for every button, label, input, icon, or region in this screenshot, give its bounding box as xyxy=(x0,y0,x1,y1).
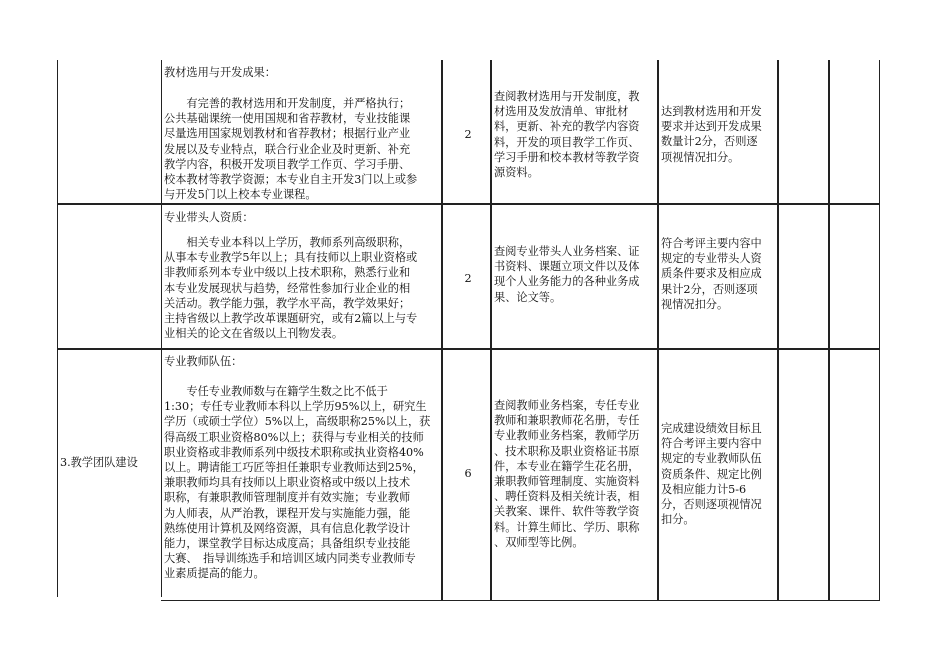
item-method: 查阅专业带头人业务档案、证 书资料、课题立项文件以及体 现个人业务能力的各种业务成 果、论文等。 xyxy=(494,245,640,304)
item-score: 2 xyxy=(464,272,472,285)
grid-line xyxy=(658,60,659,601)
category-label: 3.教学团队建设 xyxy=(60,456,138,469)
grid-line xyxy=(57,60,58,597)
item-standard: 专任专业教师数与在籍学生数之比不低于 1:30；专任专业教师本科以上学历95%以上，研究生 学历（或硕士学位）5%以上，高级职称25%以上，获 得高级工职业资格80%以上；获得与专业相关的技师 职业资格或非教师系列中级技术职称或执业资格40% 以上。聘请能工巧匠等担任兼职专业教师达到25%， 兼职教师均具有技师以上职业资格或中级以上技术 职称，有兼职教师管理制度并有效实施；专业教师 为人师表，从严治教，课程开发与实施能力强，能 熟练使用计算机及网络资源，具有信息化教学设计 能力，课堂教学目标达成度高；具备组织专业技能 大赛、 指导训练选手和培训区域内同类专业教师专 业素质提高的能力。 xyxy=(164,385,431,581)
item-heading: 教材选用与开发成果： xyxy=(164,66,276,79)
grid-line xyxy=(778,60,779,601)
item-criteria: 达到教材选用和开发 要求并达到开发成果 数量计2分，否则逐 项视情况扣分。 xyxy=(661,105,762,164)
item-score: 2 xyxy=(464,128,472,141)
grid-line xyxy=(491,60,492,601)
item-criteria: 完成建设绩效目标且 符合考评主要内容中 规定的专业教师队伍 资质条件、规定比例 及相应能力计5-6 分，否则逐项视情况 扣分。 xyxy=(661,422,762,527)
item-heading: 专业教师队伍： xyxy=(164,355,243,368)
grid-line xyxy=(161,600,880,601)
item-heading: 专业带头人资质： xyxy=(164,211,254,224)
item-method: 查阅教师业务档案，专任专业 教师和兼职教师花名册，专任 专业教师业务档案，教师学历 、技术职称及职业资格证书原 件，本专业在籍学生花名册， 兼职教师管理制度、实施资料 、聘任资料及相关统计表，相 关教案、课件、软件等教学资 料。计算生师比、学历、职称 、双师型等比例。 xyxy=(494,399,640,549)
item-score: 6 xyxy=(464,467,472,480)
grid-line xyxy=(161,60,162,597)
grid-line xyxy=(57,204,880,205)
item-standard: 有完善的教材选用和开发制度，并严格执行； 公共基础课统一使用国规和省荐教材，专业技能课 尽量选用国家规划教材和省荐教材；根据行业产业 发展以及专业特点，联合行业企业及时更新、补充 教学内容，积极开发项目教学工作页、学习手册、 校本教材等教学资源；本专业自主开发3门以上或参 与开发5门以上校本专业课程。 xyxy=(164,97,418,202)
grid-line xyxy=(829,60,830,601)
grid-line xyxy=(57,349,880,350)
item-criteria: 符合考评主要内容中 规定的专业带头人资 质条件要求及相应成 果计2分，否则逐项 视情况扣分。 xyxy=(661,237,762,311)
item-standard: 相关专业本科以上学历，教师系列高级职称， 从事本专业教学5年以上；具有技师以上职业资格或 非教师系列本专业中级以上技术职称，熟悉行业和 本专业发展现状与趋势，经常性参加行业企业的相 关活动。教学能力强，教学水平高，教学效果好； 主持省级以上教学改革课题研究，或有2篇以上与专 业相关的论文在省级以上刊物发表。 xyxy=(164,236,418,341)
item-method: 查阅教材选用与开发制度，教 材选用及发放清单、审批材 料，更新、补充的教学内容资 料，开发的项目教学工作页、 学习手册和校本教材等教学资 源资料。 xyxy=(494,90,640,180)
grid-line xyxy=(879,60,880,601)
grid-line xyxy=(442,60,443,601)
